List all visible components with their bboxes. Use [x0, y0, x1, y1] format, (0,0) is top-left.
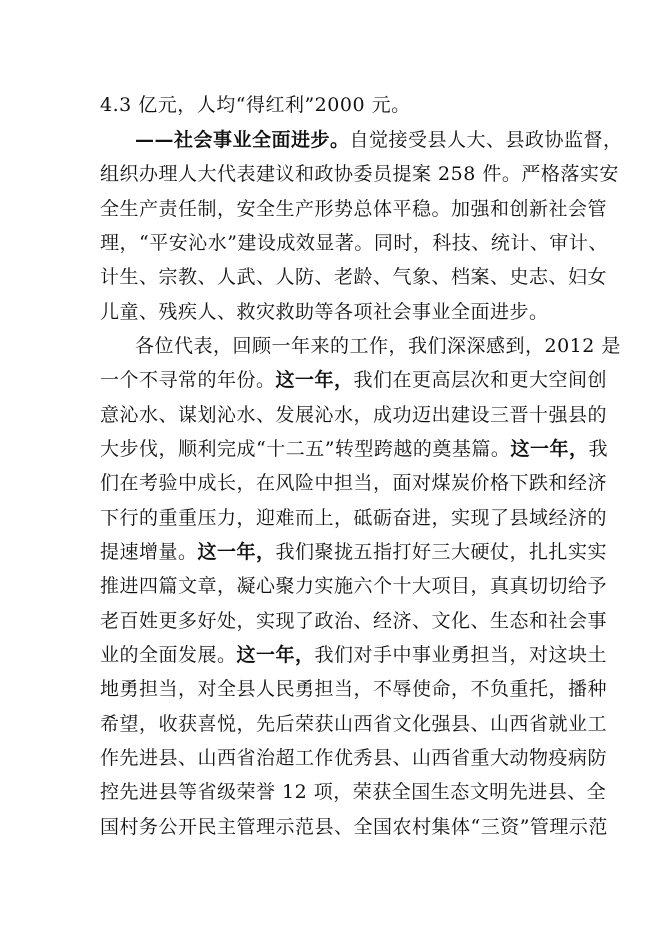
text-line	[100, 779, 607, 805]
bold-phrase: 这一年，	[197, 541, 276, 563]
text-run: 业的全面发展。	[100, 644, 237, 666]
text-line	[100, 745, 608, 771]
text-run: 下行的重重压力，迎难而上，砥砺奋进，实现了县域经济的	[100, 507, 608, 529]
text-line	[100, 814, 608, 840]
text-run: 推进四篇文章，凝心聚力实施六个十大项目，真真切切给予	[100, 575, 608, 597]
text-line	[100, 196, 608, 222]
text-run: 我们对手中事业勇担当，对这块土	[314, 644, 608, 666]
text-run: 我们聚拢五指打好三大硬仗，扎扎实实	[275, 541, 608, 563]
text-line	[100, 470, 608, 496]
text-run: 大步伐，顺利完成“十二五”转型跨越的奠基篇。	[100, 438, 511, 460]
text-line	[100, 642, 608, 668]
text-line	[100, 161, 619, 187]
bold-phrase: 这一年，	[275, 369, 354, 391]
text-line	[100, 367, 608, 393]
text-line	[100, 676, 608, 702]
bold-phrase: 这一年，	[510, 438, 589, 460]
text-line	[100, 505, 608, 531]
text-line	[100, 608, 608, 634]
text-run: 理，“平安沁水”建设成效显著。同时，科技、统计、审计、	[100, 232, 608, 254]
bold-phrase: ——社会事业全面进步。	[135, 129, 350, 151]
text-line	[100, 711, 608, 737]
text-run: 我	[588, 438, 608, 460]
text-run: 意沁水、谋划沁水、发展沁水，成功迈出建设三晋十强县的	[100, 404, 608, 426]
text-run: 儿童、残疾人、救灾救助等各项社会事业全面进步。	[100, 301, 549, 323]
text-run: 自觉接受县人大、县政协监督，	[349, 129, 623, 151]
text-run: 全生产责任制，安全生产形势总体平稳。加强和创新社会管	[100, 198, 608, 220]
text-run: 一个不寻常的年份。	[100, 369, 276, 391]
text-run: 老百姓更多好处，实现了政治、经济、文化、生态和社会事	[100, 610, 608, 632]
text-line	[100, 264, 608, 290]
text-run: 提速增量。	[100, 541, 198, 563]
text-run: 组织办理人大代表建议和政协委员提案 258 件。严格落实安	[100, 163, 619, 185]
text-run: 控先进县等省级荣誉 12 项，荣获全国生态文明先进县、全	[100, 781, 607, 803]
text-run: 作先进县、山西省治超工作优秀县、山西省重大动物疫病防	[100, 747, 608, 769]
text-line	[100, 539, 608, 565]
text-run: 希望，收获喜悦，先后荣获山西省文化强县、山西省就业工	[100, 713, 608, 735]
text-run: 地勇担当，对全县人民勇担当，不辱使命，不负重托，播种	[100, 678, 608, 700]
text-line	[100, 92, 460, 118]
text-run: 我们在更高层次和更大空间创	[353, 369, 608, 391]
text-line	[135, 127, 623, 153]
text-run: 们在考验中成长，在风险中担当，面对煤炭价格下跌和经济	[100, 472, 608, 494]
text-line	[100, 573, 608, 599]
bold-phrase: 这一年，	[236, 644, 315, 666]
text-run: 各位代表，回顾一年来的工作，我们深深感到，2012 是	[135, 335, 621, 357]
text-run: 4.3 亿元，人均“得红利”2000 元。	[100, 94, 411, 116]
text-line	[100, 230, 608, 256]
text-line	[100, 299, 549, 325]
text-line	[100, 436, 608, 462]
text-run: 国村务公开民主管理示范县、全国农村集体“三资”管理示范	[100, 816, 608, 838]
text-run: 计生、宗教、人武、人防、老龄、气象、档案、史志、妇女	[100, 266, 608, 288]
text-line	[100, 402, 608, 428]
text-line	[135, 333, 621, 359]
